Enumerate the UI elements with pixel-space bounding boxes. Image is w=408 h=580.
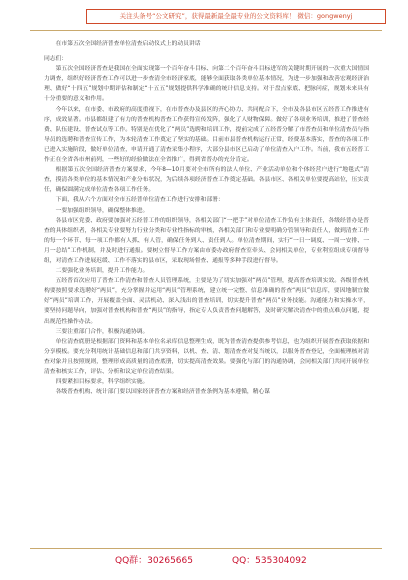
footer — [0, 551, 408, 571]
paragraph: 五经普首次应用了普查工作清查和普查人员管理系统，主要是为了切实加强对“两员”管理，提高普查培训实效。各级普查机构要按照要求选聘好“两员”，充分掌握并运用“两员”管理系统，建立统一完整、信息准确的普查“两员”信息库，要因地制宜做好“两员”培训工作，开展覆盖全面、灵活机动、深入浅出的普查培训，切实提升普查“两员”业务技能。沟通能力和实操水平，要坚持问题导向，加强对普查机构和普查“两员”的指导，指定专人负责普查问题解答，及时研究解决清查中的重点难点问题，提出规范性操作办法。 — [44, 278, 369, 325]
paragraph: 第五次全国经济普查是我国在全面实现第一个百年奋斗目标、向第二个百年奋斗目标进军的关键时期开展的一次重大国情国力调查，组织好经济普查工作可以进一步查清全市经济家底，能够全面获取各类单位基本情况，为进一步加强和改善宏观经济治理、做好“十四五”规划中期评估和制定“十五五”规划提供科学准确的统计信息支持。对于盘点家底、把脉问症，规划未来具有十分重要的意义和作用。 — [44, 66, 369, 103]
section-heading: 四要紧扣目标要求，科学组织实施。 — [55, 379, 149, 386]
qq-group-number: QQ群：30265665 — [115, 556, 193, 566]
document-title: 在市第五次全国经济普查单位清查启动仪式上的动员讲话 — [55, 41, 201, 47]
paragraph: 单位清查底册是根据部门资料和基本单位名录库信息整理生成，既为普查清查提供参考信息，也为组织开展普查获取依据和分享模板。要充分利用统计基础信息和部门共享资料，以机、查、清、划清查查对复当统以，以服务普查登记，全面梳理核对清查对象并且按照规则，整理形成高质量的清查底册，切实提高清查效果。要强化与部门的沟通协调，会同相关部门共同开展单位清查和核实工作，评估、分析和议定单位清查结果。 — [44, 338, 369, 375]
paragraph: 根据第五次全国经济普查方案要求，今年8—10月要对全市所有的法人单位、产业活动单位和个体经营户进行“地毯式”清查，摸清各类单位的基本情况和产业分布状况，为后续各项经济普查工作奠定基础。各县市区、各相关单位要提高站位，压实责任，确保圆满完成单位清查各项工作任务。 — [44, 167, 369, 194]
section-heading: 二要强化业务培训，提升工作能力。 — [55, 268, 149, 275]
qq-number: QQ：535304092 — [232, 556, 307, 566]
promo-banner: 关注头条号“公文研究”，获得最新最全最专业的公文资料库！ 微信：gongwenyj — [86, 9, 386, 24]
section-heading: 三要注重部门合作，积极沟通协调。 — [55, 328, 149, 335]
section-heading: 一要加强组织领导，确保整体推进。 — [55, 207, 149, 214]
footer-divider — [30, 548, 382, 549]
paragraph: 下面，我从六个方面对全市五经普单位清查工作进行安排和部署： — [55, 197, 224, 204]
paragraph: 各县市区党委、政府要加强对五经普工作的组织领导，各相关部门“一把手”对单位清查工作负有主体责任，各级经普办是普查的具体组织者，各相关专业要努力行业分类和专业性指标的审核，各相关部门和专业要明确分管领导和责任人，做到清查工作的每一个环节、每一项工作都有人抓、有人管，确保任务到人、责任到人。单位清查期间，实行“一日一调度、一周一安排、一月一总结”工作机制，并及时进行通报。要树立督导工作方案由市委办政府督查室牵头、会同相关单位，专业利室组成专项督导组，对清查工作进展迟缓、工作不落实的县市区，采取现场督查、通报等多种手段进行督导。 — [44, 217, 369, 264]
document-body — [44, 39, 369, 397]
paragraph: 各级普查机构、统计部门要以国家经济普查方案和经济普查条例为基本遵循，精心谋 — [55, 389, 271, 396]
salutation: 同志们： — [44, 56, 68, 63]
header-bar — [30, 9, 382, 31]
paragraph: 今年以来，在市委、市政府的高度重视下，在市普查办及县区的齐心协力、共同配合下，全市及各县市区五经普工作推进有序，成效显著。市县都组建了有力的普查机构普查工作获得宣传发阵，强化了人财物保障。做好了各项业务培训，推进了普查经费、队伍建设、普查试点等工作。特别是在优化了“两员”选聘和培训工作，提前完成了五经普分解了市普查员和单位清查员与指导员的选聘和普查宣传工作，为本轮清查工作奠定了坚实的基础。目前市县普查机构运行正常，经费基本落实，普查的各项工作已进入实施阶段，做好单位清查，申请开通了清查采集小程序，大部分县市区已启动了单位清查入户工作。当前，我市五经普工作正在全省各市州前列，一些好的经验做法在全省推广，得到省普办的充分肯定。 — [44, 106, 369, 164]
